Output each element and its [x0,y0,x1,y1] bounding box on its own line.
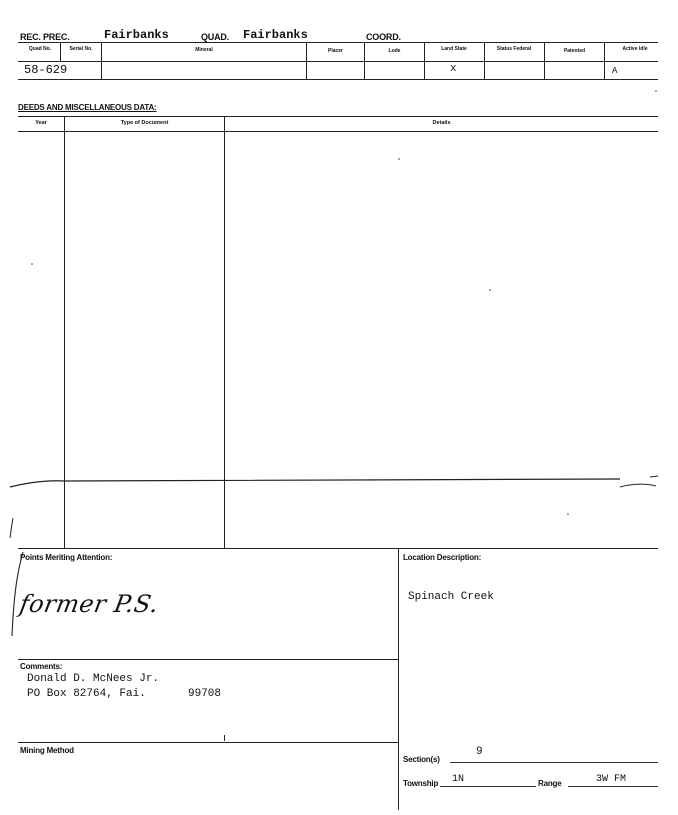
points-meriting-attention-label: Points Meriting Attention: [20,553,113,562]
bottom-center-divider [398,548,399,810]
quad-serial-value: 58-629 [24,63,68,77]
active-idle-mark: A [612,66,618,76]
location-description-label: Location Description: [403,553,482,562]
township-value: 1N [452,774,465,785]
location-description-value: Spinach Creek [408,591,494,603]
sections-underline [450,762,658,763]
comments-zip: 99708 [188,688,222,700]
range-value: 3W FM [596,774,627,785]
comments-label: Comments: [20,662,63,671]
sections-label: Section(s) [403,755,440,764]
col-header-placer: Placer [327,48,343,54]
range-underline [568,786,658,787]
mining-method-top-line [18,742,398,743]
range-label: Range [538,779,562,788]
handwritten-note: former P.S. [17,590,161,618]
quad-value: Fairbanks [243,28,308,42]
land-state-mark: x [450,63,457,75]
col-header-type-of-document: Type of Document [120,120,169,126]
col-header-details: Details [432,120,451,126]
col-header-lode: Lode [388,48,401,54]
col-header-serial-no: Serial No. [69,46,93,52]
deeds-section-title: DEEDS AND MISCELLANEOUS DATA: [18,103,157,112]
col-header-quad-no: Quad No. [28,46,52,52]
comments-top-line [18,659,398,660]
comments-address: PO Box 82764, Fai. [27,688,146,700]
col-header-land-state: Land State [441,46,467,52]
col-header-mineral: Mineral [195,47,213,53]
rec-prec-value: Fairbanks [104,28,169,42]
mining-method-label: Mining Method [20,746,74,755]
bottom-section-top-line [18,548,658,549]
coord-label: COORD. [366,32,401,42]
col-header-year: Year [35,120,47,126]
sections-value: 9 [476,746,483,758]
col-header-active-idle: Active Idle [622,46,648,52]
tick-mark [224,735,225,741]
township-label: Township [403,779,439,788]
township-underline [440,786,536,787]
col-header-status-federal: Status Federal [496,46,532,52]
quad-label: QUAD. [201,32,229,42]
comments-line-1: Donald D. McNees Jr. [27,673,160,685]
rec-prec-label: REC. PREC. [20,32,70,42]
col-header-patented: Patented [563,48,586,54]
